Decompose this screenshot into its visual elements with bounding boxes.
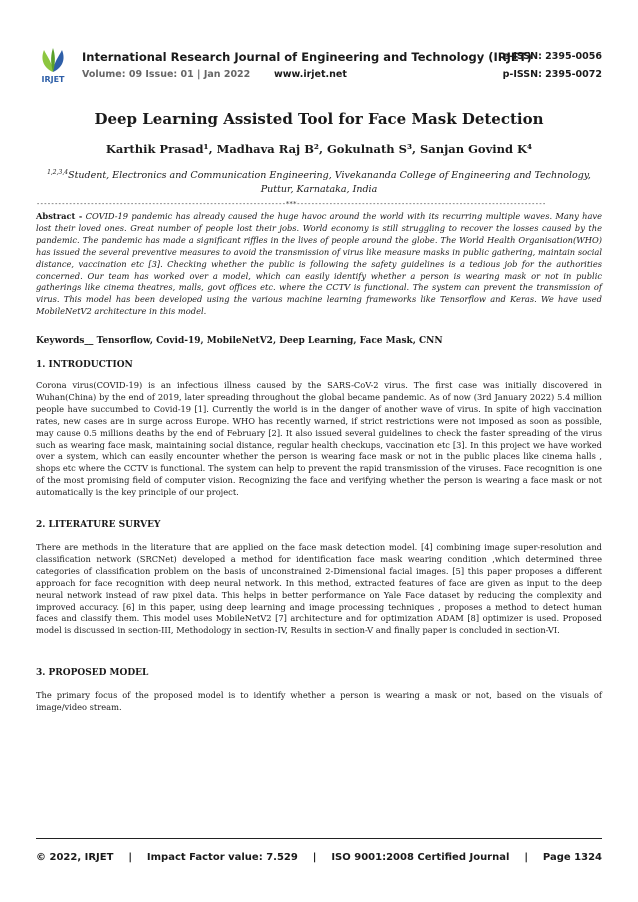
section-text-introduction: Corona virus(COVID-19) is an infectious illness caused by the SARS-CoV-2 virus. The first case was initially discovered in Wuhan(China) by the end of 2019, later spreading throughout the global became pandemic. As of now (3rd January 2022) 5.4 million people have succumbed to Covid-19 [1]. Currently the world is in the danger of another wave of virus. In spite of high vaccination rates, new cases are in surge across Europe. WHO has recently warned, if strict restrictions were not imposed as soon as possible, may cause 0.5 millions deaths by the end of February [2]. It also issued several guidelines to check the faster spreading of the virus such as wearing face mask, maintaining social distance, regular health checkups, vaccination etc [3]. In this project we have worked over a system, which can easily encounter whether the person is wearing face mask or not in the public places like cinema halls , shops etc where the CCTV is functional. The system can help to prevent the rapid transmission of the viruses. Face recognition is one of the most promising field of computer vision. Recognizing the face and verifying whether the person is wearing a face mask or not automatically is the key principle of our project. [36,380,602,498]
paper-title: Deep Learning Assisted Tool for Face Mask Detection [94,110,544,128]
section-separator: ---------------------------------------------------------------------***--------------------------------------------------------------------- [36,200,546,208]
footer-copyright: © 2022, IRJET [36,852,114,863]
volume-issue: Volume: 09 Issue: 01 | Jan 2022 [82,69,251,80]
footer-rule [36,838,602,839]
journal-title: International Research Journal of Engineering and Technology (IRJET) [82,50,532,64]
abstract [36,211,602,318]
footer-page-number: Page 1324 [542,852,602,863]
logo-text: IRJET [41,75,65,84]
abstract-label: Abstract - [36,211,83,221]
footer-iso: ISO 9001:2008 Certified Journal [331,852,510,863]
section-heading-proposed: 3. PROPOSED MODEL [36,668,149,678]
irjet-logo [36,46,70,84]
affiliation-superscript: 1,2,3,4 [47,169,69,176]
e-issn: e-ISSN: 2395-0056 [502,51,602,62]
affiliation-text: Student, Electronics and Communication Engineering, Vivekananda College of Engineering and Technology, Puttur, Karnataka, India [68,170,591,196]
section-text-literature: There are methods in the literature that are applied on the face mask detection model. [4] combining image super-resolution and classification network (SRCNet) developed a method for identification face mask wearing condition ,which determined three categories of classification problem on the basis of unconstrained 2-Dimensional facial images. [5] this paper proposes a different approach for face recognition with deep neural network. In this method, extracted features of face are given as input to the deep neural network instead of raw pixel data. This helps in better performance on Yale Face dataset by reducing the complexity and improved accuracy. [6] in this paper, using deep learning and image processing techniques , proposes a method to detect human faces and classify them. This model uses MobileNetV2 [7] architecture and for optimization ADAM [8] optimizer is used. Proposed model is discussed in section-III, Methodology in section-IV, Results in section-V and finally paper is concluded in section-VI. [36,542,602,636]
p-issn: p-ISSN: 2395-0072 [502,69,602,80]
affiliation [36,166,602,197]
section-heading-literature: 2. LITERATURE SURVEY [36,520,161,530]
section-text-proposed: The primary focus of the proposed model is to identify whether a person is wearing a mask or not, based on the visuals of image/video stream. [36,690,602,712]
journal-website: www.irjet.net [274,69,347,80]
footer-divider: | [128,852,132,863]
page-footer [36,852,602,863]
footer-divider: | [312,852,317,863]
abstract-text: COVID-19 pandemic has already caused the huge havoc around the world with its recurring multiple waves. Many have lost their loved ones. Great number of people lost their jobs. World economy is still struggling to recover the losses caused by the pandemic. The pandemic has made a significant riffles in the lives of people around the globe. The World Health Organisation(WHO) has issued the several preventive measures to avoid the transmission of virus like measure masks in public gathering, maintain social distance, vaccination etc [3]. Checking whether the public is following the safety guidelines is a tedious job for the authorities concerned. Our team has worked over a model, which can easily identify whether a person is wearing mask or not in public gatherings like cinema theatres, malls, govt offices etc. where the CCTV is functional. The system can prevent the transmission of virus. This model has been developed using the various machine learning frameworks like Tensorflow and Keras. We have used MobileNetV2 architecture in this model. [36,211,602,317]
journal-header [36,46,602,86]
paper-authors: Karthik Prasad¹, Madhava Raj B², Gokulnath S³, Sanjan Govind K⁴ [105,142,533,156]
section-heading-introduction: 1. INTRODUCTION [36,360,133,370]
footer-impact-factor: Impact Factor value: 7.529 [146,852,298,863]
footer-divider: | [524,852,528,863]
keywords: Keywords__ Tensorflow, Covid-19, MobileNetV2, Deep Learning, Face Mask, CNN [36,336,443,346]
